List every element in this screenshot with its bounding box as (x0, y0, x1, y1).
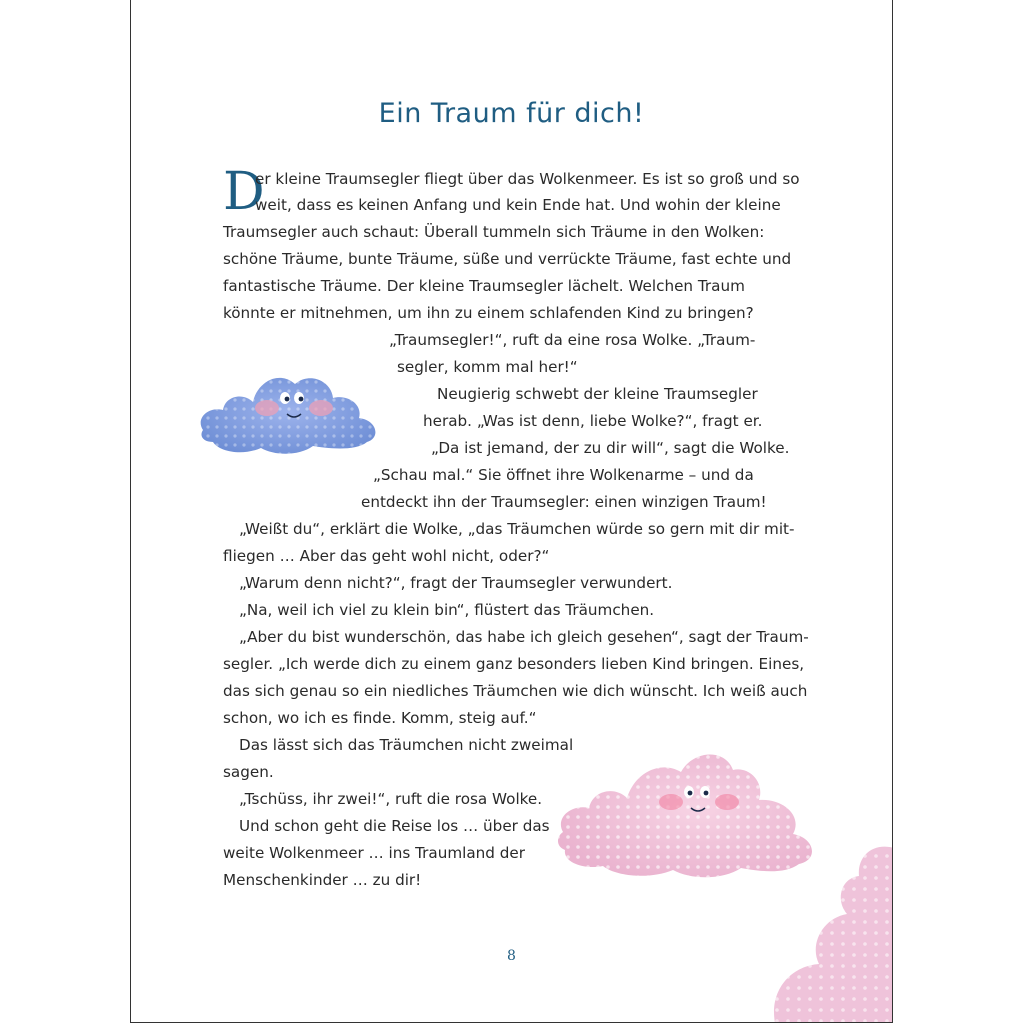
blue-cloud-shape (201, 378, 376, 454)
text-line: „Da ist jemand, der zu dir will“, sagt die Wolke. (431, 439, 790, 457)
text-line: schon, wo ich es finde. Komm, steig auf.“ (223, 709, 537, 727)
text-line: sagen. (223, 763, 274, 781)
text-line: das sich genau so ein niedliches Träumchen wie dich wünscht. Ich weiß auch (223, 682, 808, 700)
text-line: fliegen … Aber das geht wohl nicht, oder?“ (223, 547, 550, 565)
text-line: Und schon geht die Reise los … über das (239, 817, 550, 835)
blue-cloud-illustration (195, 360, 385, 460)
text-line: Traumsegler auch schaut: Überall tummeln sich Träume in den Wolken: (223, 223, 765, 241)
text-line: „Weißt du“, erklärt die Wolke, „das Träumchen würde so gern mit dir mit- (239, 520, 795, 538)
text-line: „Warum denn nicht?“, fragt der Traumsegler verwundert. (239, 574, 673, 592)
text-line: „Aber du bist wunderschön, das habe ich gleich gesehen“, sagt der Traum- (239, 628, 809, 646)
text-line: „Traumsegler!“, ruft da eine rosa Wolke. „Traum- (389, 331, 756, 349)
corner-cloud-decoration (761, 840, 893, 1023)
text-line: Menschenkinder … zu dir! (223, 871, 422, 889)
drop-cap: D (223, 162, 265, 222)
text-line: „Tschüss, ihr zwei!“, ruft die rosa Wolke. (239, 790, 543, 808)
text-line: weit, dass es keinen Anfang und kein Ende hat. Und wohin der kleine (255, 196, 781, 214)
text-line: er kleine Traumsegler fliegt über das Wolkenmeer. Es ist so groß und so (255, 170, 800, 188)
book-page (130, 0, 893, 1023)
text-line: weite Wolkenmeer … ins Traumland der (223, 844, 525, 862)
text-line: Das lässt sich das Träumchen nicht zweimal (239, 736, 574, 754)
text-line: schöne Träume, bunte Träume, süße und verrückte Träume, fast echte und (223, 250, 792, 268)
page-number: 8 (507, 948, 516, 964)
text-line: „Schau mal.“ Sie öffnet ihre Wolkenarme – und da (373, 466, 754, 484)
text-line: segler, komm mal her!“ (397, 358, 578, 376)
text-line: entdeckt ihn der Traumsegler: einen winzigen Traum! (361, 493, 767, 511)
text-line: Neugierig schwebt der kleine Traumsegler (437, 385, 758, 403)
page-title: Ein Traum für dich! (378, 98, 645, 129)
text-line: „Na, weil ich viel zu klein bin“, flüstert das Träumchen. (239, 601, 655, 619)
text-line: segler. „Ich werde dich zu einem ganz besonders lieben Kind bringen. Eines, (223, 655, 805, 673)
text-line: könnte er mitnehmen, um ihn zu einem schlafenden Kind zu bringen? (223, 304, 754, 322)
text-line: fantastische Träume. Der kleine Traumsegler lächelt. Welchen Traum (223, 277, 745, 295)
text-line: herab. „Was ist denn, liebe Wolke?“, fragt er. (423, 412, 763, 430)
